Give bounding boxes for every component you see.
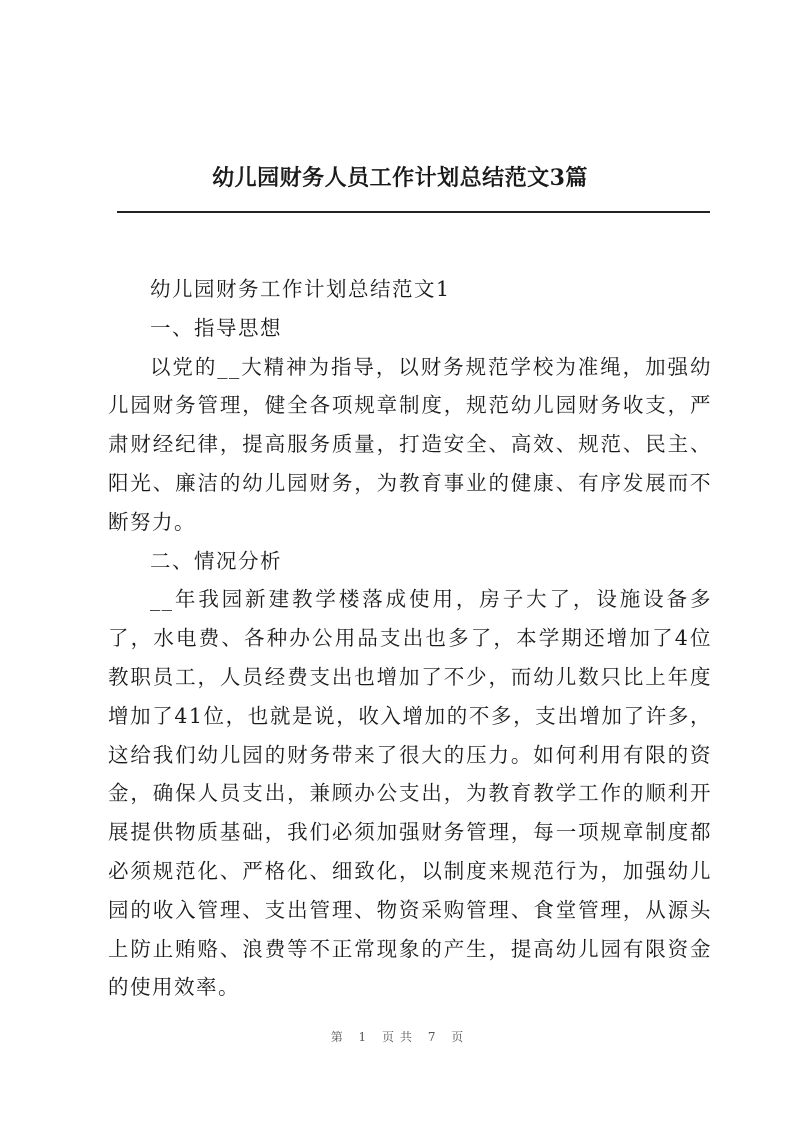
section-heading-guiding-ideology: 一、指导思想 (150, 315, 282, 340)
document-body (108, 270, 712, 1007)
paragraph-situation-analysis: __年我园新建教学楼落成使用，房子大了，设施设备多了，水电费、各种办公用品支出也多了，本学期还增加了4位教职员工，人员经费支出也增加了不少，而幼儿数只比上年度增加了41位，也就是说，收入增加的不多，支出增加了许多，这给我们幼儿园的财务带来了很大的压力。如何利用有限的资金，确保人员支出，兼顾办公支出，为教育教学工作的顺利开展提供物质基础，我们必须加强财务管理，每一项规章制度都必须规范化、严格化、细致化，以制度来规范行为，加强幼儿园的收入管理、支出管理、物资采购管理、食堂管理，从源头上防止贿赂、浪费等不正常现象的产生，提高幼儿园有限资金的使用效率。 (108, 587, 712, 1000)
paragraph-guiding-ideology: 以党的__大精神为指导，以财务规范学校为准绳，加强幼儿园财务管理，健全各项规章制度，规范幼儿园财务收支，严肃财经纪律，提高服务质量，打造安全、高效、规范、民主、阳光、廉洁的幼儿园财务，为教育事业的健康、有序发展而不断努力。 (108, 354, 712, 534)
page-footer: 第 1 页共 7 页 (330, 1030, 470, 1044)
section-heading-situation-analysis: 二、情况分析 (150, 548, 282, 573)
title-divider (117, 211, 710, 213)
document-title: 幼儿园财务人员工作计划总结范文3篇 (212, 165, 588, 191)
section-subtitle: 幼儿园财务工作计划总结范文1 (150, 277, 451, 301)
